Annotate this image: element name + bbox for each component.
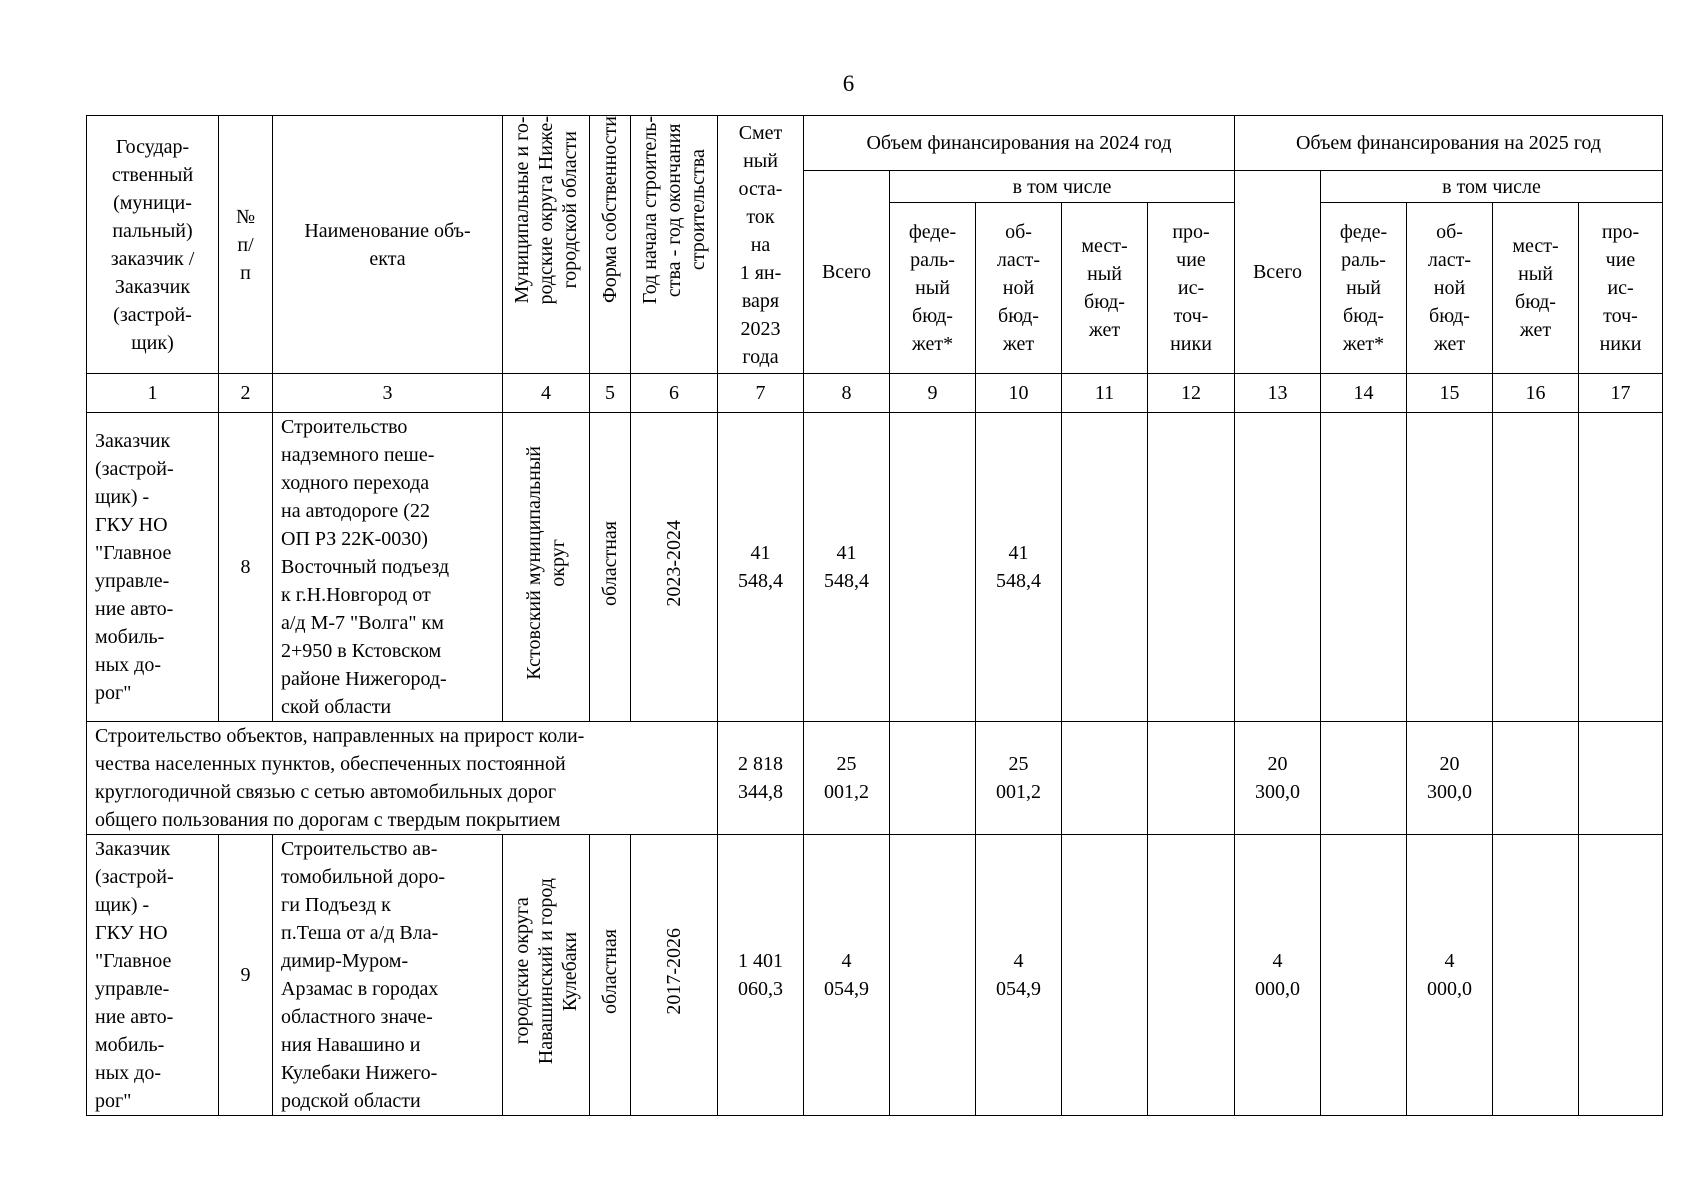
header-estimate: Смет ный оста- ток на 1 ян- варя 2023 года bbox=[718, 116, 804, 374]
group-title: Строительство объектов, направленных на прирост коли- чества населенных пунктов, обеспеченных постоянной круглогодичной связью с сетью автомобильных дорог общего пользования по дорогам с твердым покрытием bbox=[87, 722, 718, 835]
header-including-2025: в том числе bbox=[1321, 171, 1663, 203]
row-local-2025 bbox=[1493, 413, 1579, 722]
column-number: 6 bbox=[631, 374, 718, 413]
row-regional-2024: 41 548,4 bbox=[976, 413, 1062, 722]
header-other-2025: про- чие ис- точ- ники bbox=[1579, 203, 1663, 374]
header-federal-2024: феде- раль- ный бюд- жет* bbox=[890, 203, 976, 374]
row-other-2025 bbox=[1579, 722, 1663, 835]
column-number: 7 bbox=[718, 374, 804, 413]
table-row bbox=[87, 835, 1663, 1116]
row-ownership: областная bbox=[599, 520, 621, 606]
row-regional-2025: 20 300,0 bbox=[1407, 722, 1493, 835]
row-estimate: 1 401 060,3 bbox=[718, 835, 804, 1116]
row-number: 8 bbox=[219, 413, 273, 722]
header-regional-2024: об- ласт- ной бюд- жет bbox=[976, 203, 1062, 374]
row-other-2025 bbox=[1579, 413, 1663, 722]
row-local-2024 bbox=[1062, 413, 1148, 722]
row-local-2025 bbox=[1493, 835, 1579, 1116]
column-number: 11 bbox=[1062, 374, 1148, 413]
row-ownership-cell bbox=[590, 835, 631, 1116]
column-number: 12 bbox=[1148, 374, 1235, 413]
table-row bbox=[87, 722, 1663, 835]
column-number: 10 bbox=[976, 374, 1062, 413]
row-local-2024 bbox=[1062, 722, 1148, 835]
header-total-2025: Всего bbox=[1235, 171, 1321, 374]
header-ownership-cell bbox=[590, 116, 631, 374]
row-local-2025 bbox=[1493, 722, 1579, 835]
column-number: 3 bbox=[273, 374, 503, 413]
financing-table bbox=[86, 115, 1663, 1116]
column-number: 5 bbox=[590, 374, 631, 413]
row-customer: Заказчик (застрой- щик) - ГКУ НО "Главное управле- ние авто- мобиль- ных до- рог" bbox=[87, 835, 219, 1116]
header-customer: Государ- ственный (муници- пальный) заказчик / Заказчик (застрой- щик) bbox=[87, 116, 219, 374]
header-number: № п/ п bbox=[219, 116, 273, 374]
row-regional-2025: 4 000,0 bbox=[1407, 835, 1493, 1116]
row-other-2024 bbox=[1148, 835, 1235, 1116]
row-number: 9 bbox=[219, 835, 273, 1116]
row-ownership: областная bbox=[599, 928, 621, 1014]
row-object-name: Строительство ав- томобильной доро- ги Подъезд к п.Теша от а/д Вла- димир-Муром- Арзамас в городах областного значе- ния Навашино и Кулебаки Нижего- родской области bbox=[273, 835, 503, 1116]
row-total-2025 bbox=[1235, 413, 1321, 722]
column-number: 17 bbox=[1579, 374, 1663, 413]
row-federal-2025 bbox=[1321, 835, 1407, 1116]
header-years: Год начала строитель- ства - год окончания строительства bbox=[639, 116, 709, 305]
row-other-2024 bbox=[1148, 722, 1235, 835]
header-fin-2025: Объем финансирования на 2025 год bbox=[1235, 116, 1663, 171]
row-total-2024: 4 054,9 bbox=[804, 835, 890, 1116]
row-years-cell bbox=[631, 413, 718, 722]
row-estimate: 2 818 344,8 bbox=[718, 722, 804, 835]
row-municipal: Кстовский муниципальный округ bbox=[523, 446, 569, 680]
row-object-name: Строительство надземного пеше- ходного перехода на автодороге (22 ОП РЗ 22К-0030) Восточный подъезд к г.Н.Новгород от а/д М-7 "Волга" км 2+950 в Кстовском районе Нижегород- ской области bbox=[273, 413, 503, 722]
row-municipal-cell bbox=[503, 835, 590, 1116]
row-municipal-cell bbox=[503, 413, 590, 722]
header-total-2024: Всего bbox=[804, 171, 890, 374]
header-ownership: Форма собственности bbox=[599, 116, 621, 303]
table-row bbox=[87, 413, 1663, 722]
header-federal-2025: феде- раль- ный бюд- жет* bbox=[1321, 203, 1407, 374]
row-other-2024 bbox=[1148, 413, 1235, 722]
row-regional-2024: 25 001,2 bbox=[976, 722, 1062, 835]
column-number: 9 bbox=[890, 374, 976, 413]
row-total-2025: 4 000,0 bbox=[1235, 835, 1321, 1116]
row-total-2025: 20 300,0 bbox=[1235, 722, 1321, 835]
column-number: 14 bbox=[1321, 374, 1407, 413]
header-other-2024: про- чие ис- точ- ники bbox=[1148, 203, 1235, 374]
header-municipal: Муниципальные и го- родские округа Ниже- городской области bbox=[511, 116, 581, 305]
row-regional-2024: 4 054,9 bbox=[976, 835, 1062, 1116]
column-number: 13 bbox=[1235, 374, 1321, 413]
row-total-2024: 25 001,2 bbox=[804, 722, 890, 835]
header-local-2025: мест- ный бюд- жет bbox=[1493, 203, 1579, 374]
row-local-2024 bbox=[1062, 835, 1148, 1116]
column-number: 16 bbox=[1493, 374, 1579, 413]
page-number: 6 bbox=[842, 71, 855, 96]
header-regional-2025: об- ласт- ной бюд- жет bbox=[1407, 203, 1493, 374]
row-customer: Заказчик (застрой- щик) - ГКУ НО "Главное управле- ние авто- мобиль- ных до- рог" bbox=[87, 413, 219, 722]
column-number: 2 bbox=[219, 374, 273, 413]
row-estimate: 41 548,4 bbox=[718, 413, 804, 722]
row-federal-2025 bbox=[1321, 722, 1407, 835]
row-years: 2023-2024 bbox=[663, 519, 685, 607]
header-including-2024: в том числе bbox=[890, 171, 1235, 203]
column-number: 4 bbox=[503, 374, 590, 413]
row-years-cell bbox=[631, 835, 718, 1116]
row-federal-2024 bbox=[890, 835, 976, 1116]
column-number: 8 bbox=[804, 374, 890, 413]
column-number: 1 bbox=[87, 374, 219, 413]
row-years: 2017-2026 bbox=[663, 927, 685, 1015]
row-regional-2025 bbox=[1407, 413, 1493, 722]
row-federal-2024 bbox=[890, 413, 976, 722]
header-object-name: Наименование объ- екта bbox=[273, 116, 503, 374]
header-fin-2024: Объем финансирования на 2024 год bbox=[804, 116, 1235, 171]
row-other-2025 bbox=[1579, 835, 1663, 1116]
row-total-2024: 41 548,4 bbox=[804, 413, 890, 722]
header-local-2024: мест- ный бюд- жет bbox=[1062, 203, 1148, 374]
row-federal-2024 bbox=[890, 722, 976, 835]
header-years-cell bbox=[631, 116, 718, 374]
column-number: 15 bbox=[1407, 374, 1493, 413]
row-municipal: городские округа Навашинский и город Кулебаки bbox=[511, 877, 581, 1065]
header-municipal-cell bbox=[503, 116, 590, 374]
row-ownership-cell bbox=[590, 413, 631, 722]
row-federal-2025 bbox=[1321, 413, 1407, 722]
